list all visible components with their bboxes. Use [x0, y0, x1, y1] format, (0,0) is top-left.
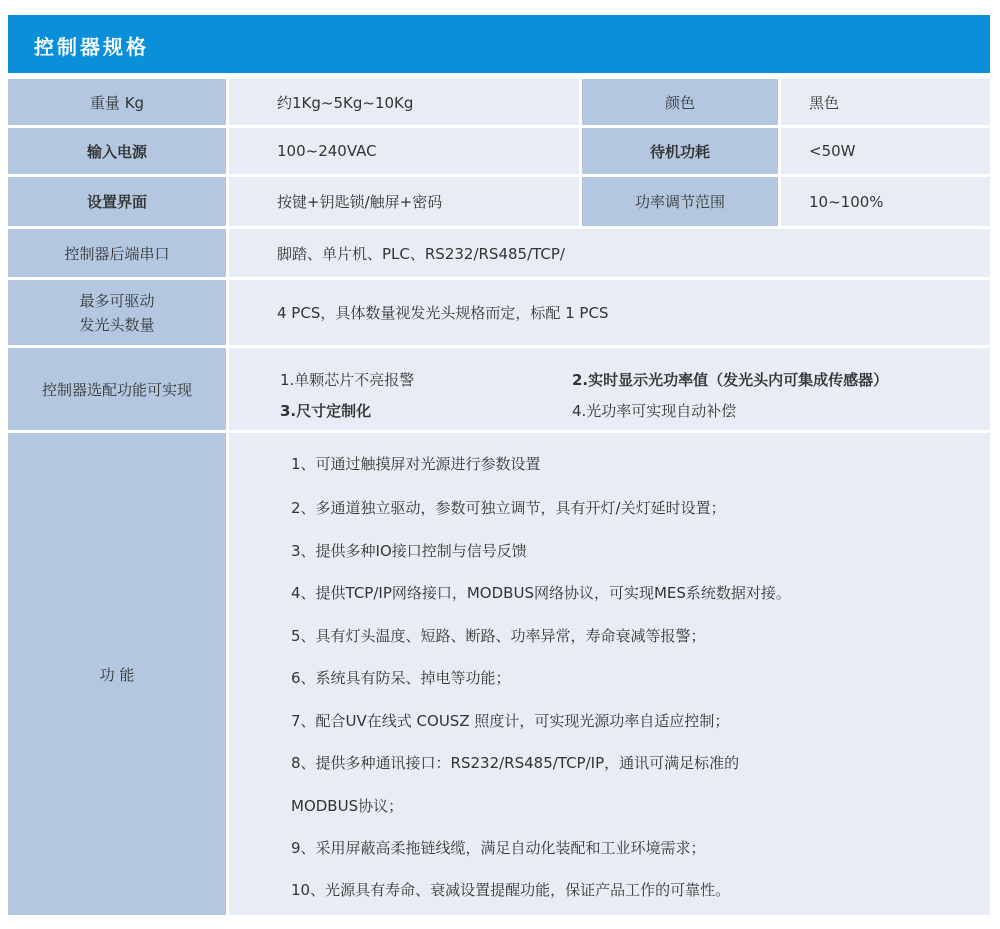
input-power-label: 输入电源 [8, 128, 226, 174]
serial-port-value: 脚踏、单片机、PLC、RS232/RS485/TCP/ [229, 229, 990, 277]
max-heads-label-line1: 最多可驱动 [79, 291, 155, 310]
page-title: 控制器规格 [34, 35, 149, 59]
weight-value: 约1Kg~5Kg~10Kg [229, 79, 579, 125]
function-item-5: 5、具有灯头温度、短路、断路、功率异常，寿命衰减等报警； [291, 627, 706, 645]
max-heads-label-line2: 发光头数量 [79, 315, 155, 334]
option-item-2: 2.实时显示光功率值（发光头内可集成传感器） [572, 371, 889, 389]
function-item-8: 8、提供多种通讯接口：RS232/RS485/TCP/IP，通讯可满足标准的 [291, 754, 740, 772]
weight-label: 重量 Kg [8, 79, 226, 125]
function-item-2: 2、多通道独立驱动，参数可独立调节，具有开灯/关灯延时设置； [291, 499, 726, 517]
function-item-9: 9、采用屏蔽高柔拖链线缆，满足自动化装配和工业环境需求； [291, 839, 706, 857]
function-item-1: 1、可通过触摸屏对光源进行参数设置 [291, 455, 541, 473]
power-range-value: 10~100% [781, 177, 990, 226]
function-item-4: 4、提供TCP/IP网络接口，MODBUS网络协议，可实现MES系统数据对接。 [291, 584, 791, 602]
color-value: 黑色 [781, 79, 990, 125]
power-range-label: 功率调节范围 [582, 177, 778, 226]
option-item-4: 4.光功率可实现自动补偿 [572, 402, 737, 420]
options-label: 控制器选配功能可实现 [8, 348, 226, 430]
function-item-6: 6、系统具有防呆、掉电等功能； [291, 669, 511, 687]
function-item-10: 10、光源具有寿命、衰减设置提醒功能，保证产品工作的可靠性。 [291, 881, 731, 899]
settings-ui-label: 设置界面 [8, 177, 226, 226]
option-item-3: 3.尺寸定制化 [280, 402, 372, 420]
serial-port-label: 控制器后端串口 [8, 229, 226, 277]
color-label: 颜色 [582, 79, 778, 125]
settings-ui-value: 按键+钥匙锁/触屏+密码 [229, 177, 579, 226]
functions-label: 功 能 [8, 433, 226, 915]
max-heads-label [8, 280, 226, 345]
input-power-value: 100~240VAC [229, 128, 579, 174]
spec-header [8, 15, 990, 73]
standby-power-label: 待机功耗 [582, 128, 778, 174]
function-item-3: 3、提供多种IO接口控制与信号反馈 [291, 542, 527, 560]
option-item-1: 1.单颗芯片不亮报警 [280, 371, 415, 389]
function-item-7: 7、配合UV在线式 COUSZ 照度计，可实现光源功率自适应控制； [291, 712, 730, 730]
max-heads-value: 4 PCS，具体数量视发光头规格而定，标配 1 PCS [229, 280, 990, 345]
function-item-8-continued: MODBUS协议； [291, 797, 404, 815]
standby-power-value: <50W [781, 128, 990, 174]
